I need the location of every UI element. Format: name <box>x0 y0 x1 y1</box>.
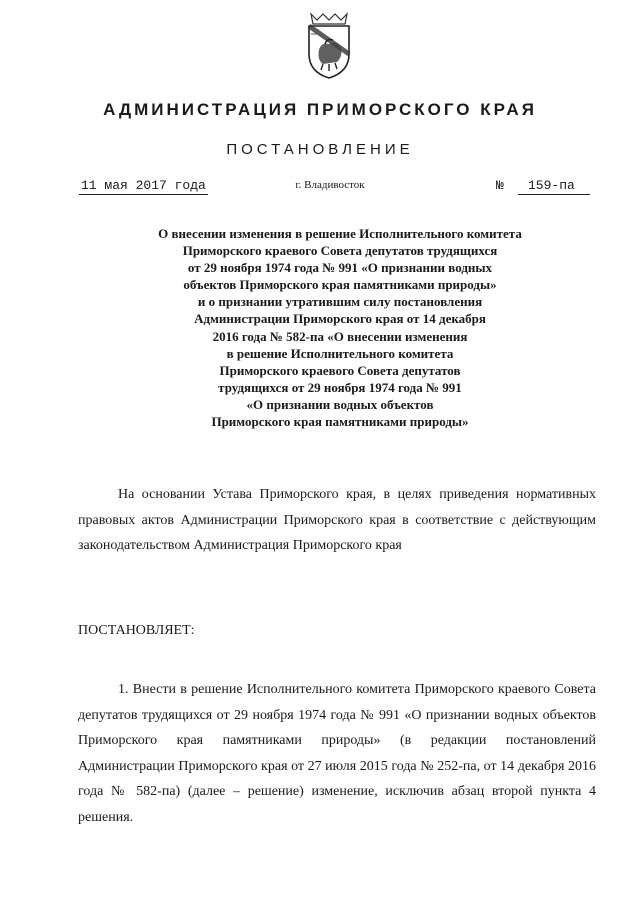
subject-line: Приморского краевого Совета депутатов трудящихся <box>182 243 498 259</box>
subject-line: объектов Приморского края памятниками природы» <box>183 277 497 293</box>
document-city: г. Владивосток <box>295 179 365 191</box>
subject-line: Приморского краевого Совета депутатов <box>219 362 461 378</box>
subject-line: от 29 ноября 1974 года № 991 «О признании водных <box>187 260 493 276</box>
item-1-paragraph: 1. Внести в решение Исполнительного комитета Приморского краевого Совета депутатов трудящихся от 29 ноября 1974 года № 991 «О признании водных объектов Приморского края памятниками природы» (в редакции постановлений Администрации Приморского края от 27 июля 2015 года № 252-па, от 14 декабря 2016 года № 582-па) (далее – решение) изменение, исключив абзац второй пункта 4 решения. <box>78 682 596 825</box>
subject-line: «О признании водных объектов <box>246 396 434 412</box>
subject-line: трудящихся от 29 ноября 1974 года № 991 <box>218 379 462 395</box>
subject-line: Администрации Приморского края от 14 декабря <box>194 311 486 327</box>
decree-heading: ПОСТАНОВЛЯЕТ: <box>78 623 195 638</box>
preamble-paragraph: На основании Устава Приморского края, в целях приведения нормативных правовых актов Администрации Приморского края в соответствие с действующим законодательством Администрация Приморского края <box>78 487 596 553</box>
organization-title: АДМИНИСТРАЦИЯ ПРИМОРСКОГО КРАЯ <box>103 100 537 119</box>
document-type: ПОСТАНОВЛЕНИЕ <box>226 141 414 158</box>
subject-line: в решение Исполнительного комитета <box>226 345 454 361</box>
subject-line: Приморского края памятниками природы» <box>211 414 469 430</box>
document-number: 159-па <box>518 178 590 195</box>
coat-of-arms-icon <box>297 10 361 82</box>
document-number-label: № <box>496 178 504 193</box>
subject-line: О внесении изменения в решение Исполнительного комитета <box>158 226 522 241</box>
subject-line: 2016 года № 582-па «О внесении изменения <box>212 328 468 344</box>
document-date: 11 мая 2017 года <box>81 178 206 193</box>
document-subject <box>100 225 580 430</box>
subject-line: и о признании утратившим силу постановления <box>197 294 483 310</box>
